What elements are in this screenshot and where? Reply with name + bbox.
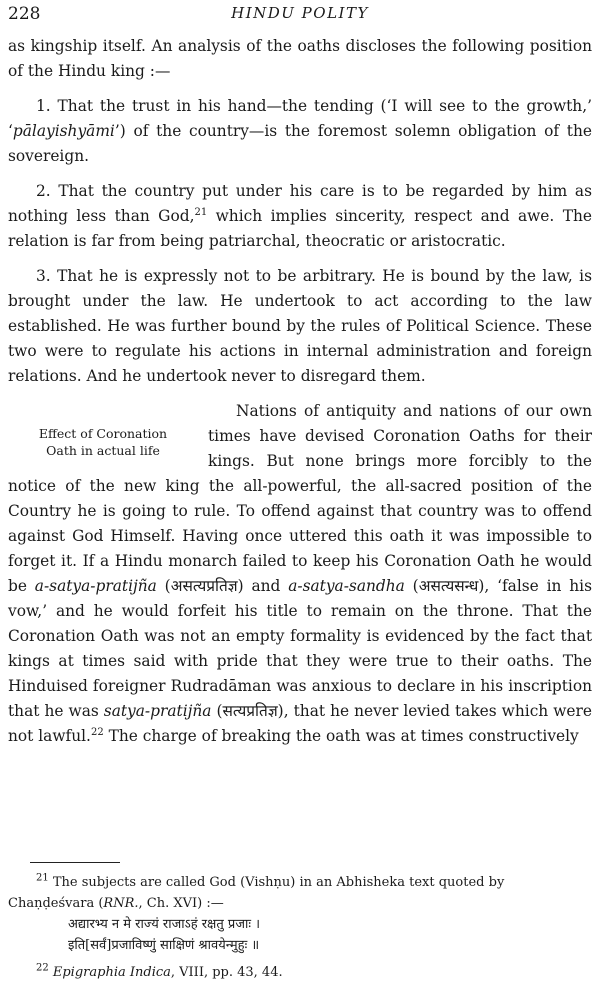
main-text-d: (सत्यप्रतिज्ञ), that he never levied takes which were not lawful. xyxy=(8,702,592,745)
margin-note-line-1: Effect of Coronation xyxy=(38,426,168,441)
main-text-a: Nations of antiquity and nations of our own times have devised Coronation Oaths for their kings. But none brings more forcibly to the notice of the new king the all-powerful, the all-sacred position of the Country he is going to rule. To offend against that country was to offend against God Himself. Having once uttered this oath it was impossible to forget it. If a Hindu monarch failed to keep his Coronation Oath he would be xyxy=(8,402,592,595)
footnote-21 xyxy=(8,872,592,914)
point-2-text-b: which implies sincerity, respect and awe. The relation is far from being patriarchal, theocratic or aristocratic. xyxy=(8,207,592,250)
footnotes xyxy=(8,872,592,983)
page-header xyxy=(8,4,592,28)
footnote-21-text-a: The subjects are called God (Vishṇu) in an Abhisheka text quoted by Chaṇḍeśvara ( xyxy=(8,875,505,911)
footnote-21-verse-2: इति[सर्वं]प्रजाविष्णुं साक्षिणं श्रावयेन्मुहुः ॥ xyxy=(68,938,260,953)
term-a-satya-sandha: a-satya-sandha xyxy=(288,577,405,595)
point-2-paragraph xyxy=(8,179,592,254)
point-1-text-b: ’) of the country—is the foremost solemn obligation of the sovereign. xyxy=(8,122,592,165)
intro-paragraph: as kingship itself. An analysis of the oaths discloses the following position of the Hindu king :— xyxy=(8,37,592,80)
point-2-text-a: 2. That the country put under his care is to be regarded by him as nothing less than God, xyxy=(8,182,592,225)
term-a-satya-pratijna: a-satya-pratijña xyxy=(34,577,157,595)
page-body xyxy=(8,34,592,749)
point-1-text-a: 1. That the trust in his hand—the tending (‘I will see to the growth,’ ‘ xyxy=(8,97,592,140)
footnote-21-text-b: , Ch. XVI) :— xyxy=(138,896,224,911)
point-3-paragraph: 3. That he is expressly not to be arbitrary. He is bound by the law, is brought under the law. He undertook to act according to the law established. He was further bound by the rules of Political Science. These two were to regulate his actions in internal administration and foreign relations. And he undertook never to disregard them. xyxy=(8,267,592,385)
main-paragraph-block xyxy=(8,399,592,749)
main-text-c: (असत्यसन्ध), ‘false in his vow,’ and he would forfeit his title to remain on the throne. That the Coronation Oath was not an empty formality is evidenced by the fact that kings at times said with pride that they were true to their oaths. The Hinduised foreigner Rudradāman was anxious to declare in his inscription that he was xyxy=(8,577,593,720)
footnote-22-number: 22 xyxy=(36,962,49,974)
footnote-22 xyxy=(8,962,592,983)
page-number: 228 xyxy=(8,4,41,24)
footnote-ref-22: 22 xyxy=(90,726,104,738)
main-text-e: The charge of breaking the oath was at times constructively xyxy=(103,727,579,745)
footnote-21-number: 21 xyxy=(36,872,49,884)
footnote-21-verse-1: अद्यारभ्य न मे राज्यं राजाऽहं रक्षतु प्रजाः । xyxy=(68,917,261,932)
footnote-22-italic: Epigraphia Indica xyxy=(52,965,171,980)
main-text-b: (असत्यप्रतिज्ञ) and xyxy=(156,577,289,595)
margin-note xyxy=(8,425,198,459)
margin-note-line-2: Oath in actual life xyxy=(46,443,160,458)
running-title: HINDU POLITY xyxy=(231,4,369,22)
footnote-ref-21: 21 xyxy=(194,206,208,218)
footnote-21-italic: RNR. xyxy=(103,896,139,911)
point-1-paragraph xyxy=(8,94,592,169)
footnote-22-text: , VIII, pp. 43, 44. xyxy=(170,965,283,980)
term-satya-pratijna: satya-pratijña xyxy=(103,702,212,720)
point-1-italic-term: pālayishyāmi xyxy=(12,122,115,140)
footnote-rule xyxy=(30,862,120,863)
